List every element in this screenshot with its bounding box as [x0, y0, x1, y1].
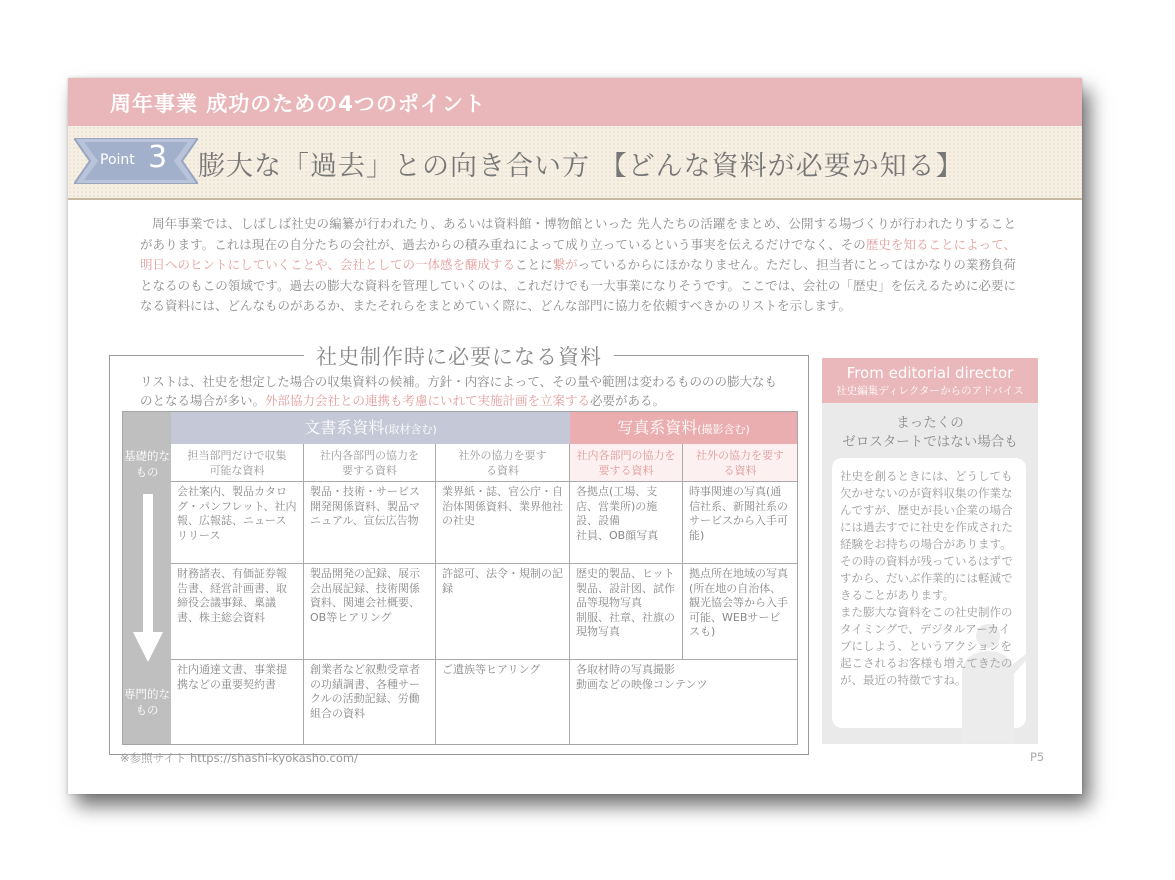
sub-header-photo-external: [683, 444, 797, 482]
table-cell: 製品開発の記録、展示会出展記録、技術関係資料、関連会社概要、OB等ヒアリング: [304, 564, 436, 660]
table-cell: 社内通達文書、事業提携などの重要契約書: [171, 660, 304, 744]
list-title: [109, 341, 809, 371]
axis-label-specialized: 専門的なもの: [124, 687, 170, 717]
sub-header-internal-dept: [304, 444, 436, 482]
table-cell: 財務諸表、有価証券報告書、経営計画書、取締役会議事録、稟議書、株主総会資料: [171, 564, 304, 660]
advice-body: 社史を創るときには、どうしても欠かせないのが資料収集の作業なんですが、歴史が長い企業の場合には過去すでに社史を作成された経験をお持ちの場合があります。その時の資料が残っているはずですから、だいぶ作業的には軽減できることがあります。 また膨大な資料をこの社史制作のタイミングで、デジタルアーカイブにしよう、というアクションを起こされるお客様も増えてきたのが、最近の特徴ですね。: [840, 469, 1013, 687]
advice-subtitle-line-2: ゼロスタートではない場合も: [842, 434, 1018, 450]
table-cell: 拠点所在地域の写真(所在地の自治体、観光協会等から入手可能、WEBサービスも): [683, 564, 797, 660]
doc-header-small: (取材含む): [384, 423, 437, 436]
sub-header-text: 社内各部門の協力を要する資料: [320, 449, 419, 477]
list-intro-a: リストは、社史を想定した場合の収集資料の候補。方針・内容によって、その量や範囲は変わるもののの膨大なものとなる場合が多い。: [140, 374, 778, 408]
sub-header-text: 担当部門だけで収集可能な資料: [187, 449, 287, 477]
photo-header-small: (撮影含む): [697, 423, 750, 436]
section-heading: 膨大な「過去」との向き合い方 【どんな資料が必要か知る】: [198, 151, 964, 182]
table-cell: 創業者など叙勲受章者の功績調書、各種サークルの活動記録、労働組合の資料: [304, 660, 436, 744]
point-number: 3: [148, 140, 168, 175]
photo-header-text: 写真系資料: [617, 418, 698, 437]
advice-subtitle: [822, 414, 1038, 452]
intro-text-2: ことに: [515, 257, 553, 272]
top-band: [68, 78, 1082, 126]
intro-highlight-2: 繋が: [552, 257, 578, 272]
advice-title-en: From editorial director: [846, 364, 1014, 382]
point-ribbon-text: [74, 138, 198, 184]
intro-text-1: 周年事業では、しばしば社史の編纂が行われたり、あるいは資料館・博物館といった 先人たちの活躍をまとめ、公開する場づくりが行われたりすることがあります。これは現在の自分たちの会社が、過去からの積み重ねによって成り立っているという事実を伝えるだけでなく、その: [140, 216, 1016, 252]
list-intro-b: 必要がある。: [590, 393, 666, 408]
photo-materials-header: [570, 412, 797, 444]
sub-header-photo-internal: [570, 444, 683, 482]
sub-header-text: 社外の協力を要する資料: [458, 449, 547, 477]
table-cell: 業界紙・誌、官公庁・自治体関係資料、業界他社の社史: [436, 482, 570, 564]
sub-header-text: 社外の協力を要する資料: [696, 449, 784, 477]
table-cell: 許認可、法令・規制の記録: [436, 564, 570, 660]
advice-title-jp: 社史編集ディレクターからのアドバイス: [836, 385, 1024, 397]
page-number: P5: [1030, 750, 1045, 764]
advice-header: [822, 358, 1038, 403]
doc-materials-header: [171, 412, 570, 444]
table-cell: 歴史的製品、ヒット製品、設計図、試作品等現物写真 制服、社章、社旗の現物写真: [570, 564, 683, 660]
point-label: Point: [100, 152, 135, 168]
sub-header-text: 社内各部門の協力を要する資料: [576, 449, 676, 477]
document-page: [68, 78, 1082, 794]
reference-site: ※参照サイト https://shashi-kyokasho.com/: [120, 751, 358, 765]
arrow-down-icon: [133, 494, 163, 664]
intro-text-3: っているからにほかなりません。ただし、担当者にとってはかなりの業務負荷となるのもこの領域です。過去の膨大な資料を管理していくのは、これだけでも一大事業になりそうです。ここでは、会社の「歴史」を伝えるために必要になる資料には、どんなものがあるか、またそれらをまとめていく際に、どんな部門に協力を依頼すべきかのリストを示します。: [140, 257, 1016, 313]
sub-header-own-dept: [171, 444, 304, 482]
intro-paragraph: [140, 214, 1016, 317]
table-cell: 各拠点(工場、支店、営業所)の施設、設備 社員、OB顔写真: [570, 482, 683, 564]
table-cell: 会社案内、製品カタログ・パンフレット、社内報、広報誌、ニュースリリース: [171, 482, 304, 564]
table-cell: ご遺族等ヒアリング: [436, 660, 570, 744]
intro-highlight-1: 歴史を知ることによって、明日へのヒントにしていくことや、会社としての一体感を醸成する: [140, 236, 1016, 272]
advice-subtitle-line-1: まったくの: [896, 415, 964, 431]
list-intro-highlight: 外部協力会社との連携も考慮にいれて実施計画を立案する: [265, 393, 591, 408]
sub-header-external: [436, 444, 570, 482]
list-title-text: 社史制作時に必要になる資料: [304, 345, 614, 369]
page-title: 周年事業 成功のための4つのポイント: [110, 92, 486, 116]
list-intro: [140, 372, 780, 410]
table-cell: 時事関連の写真(通信社系、新聞社系のサービスから入手可能): [683, 482, 797, 564]
materials-table: [122, 411, 798, 745]
table-cell: 製品・技術・サービス開発関係資料、製品マニュアル、宣伝広告物: [304, 482, 436, 564]
basic-to-specialized-axis: [123, 412, 171, 744]
doc-header-text: 文書系資料: [304, 418, 385, 437]
table-cell: 各取材時の写真撮影 動画などの映像コンテンツ: [576, 663, 708, 691]
axis-label-basic: 基礎的なもの: [124, 449, 170, 479]
